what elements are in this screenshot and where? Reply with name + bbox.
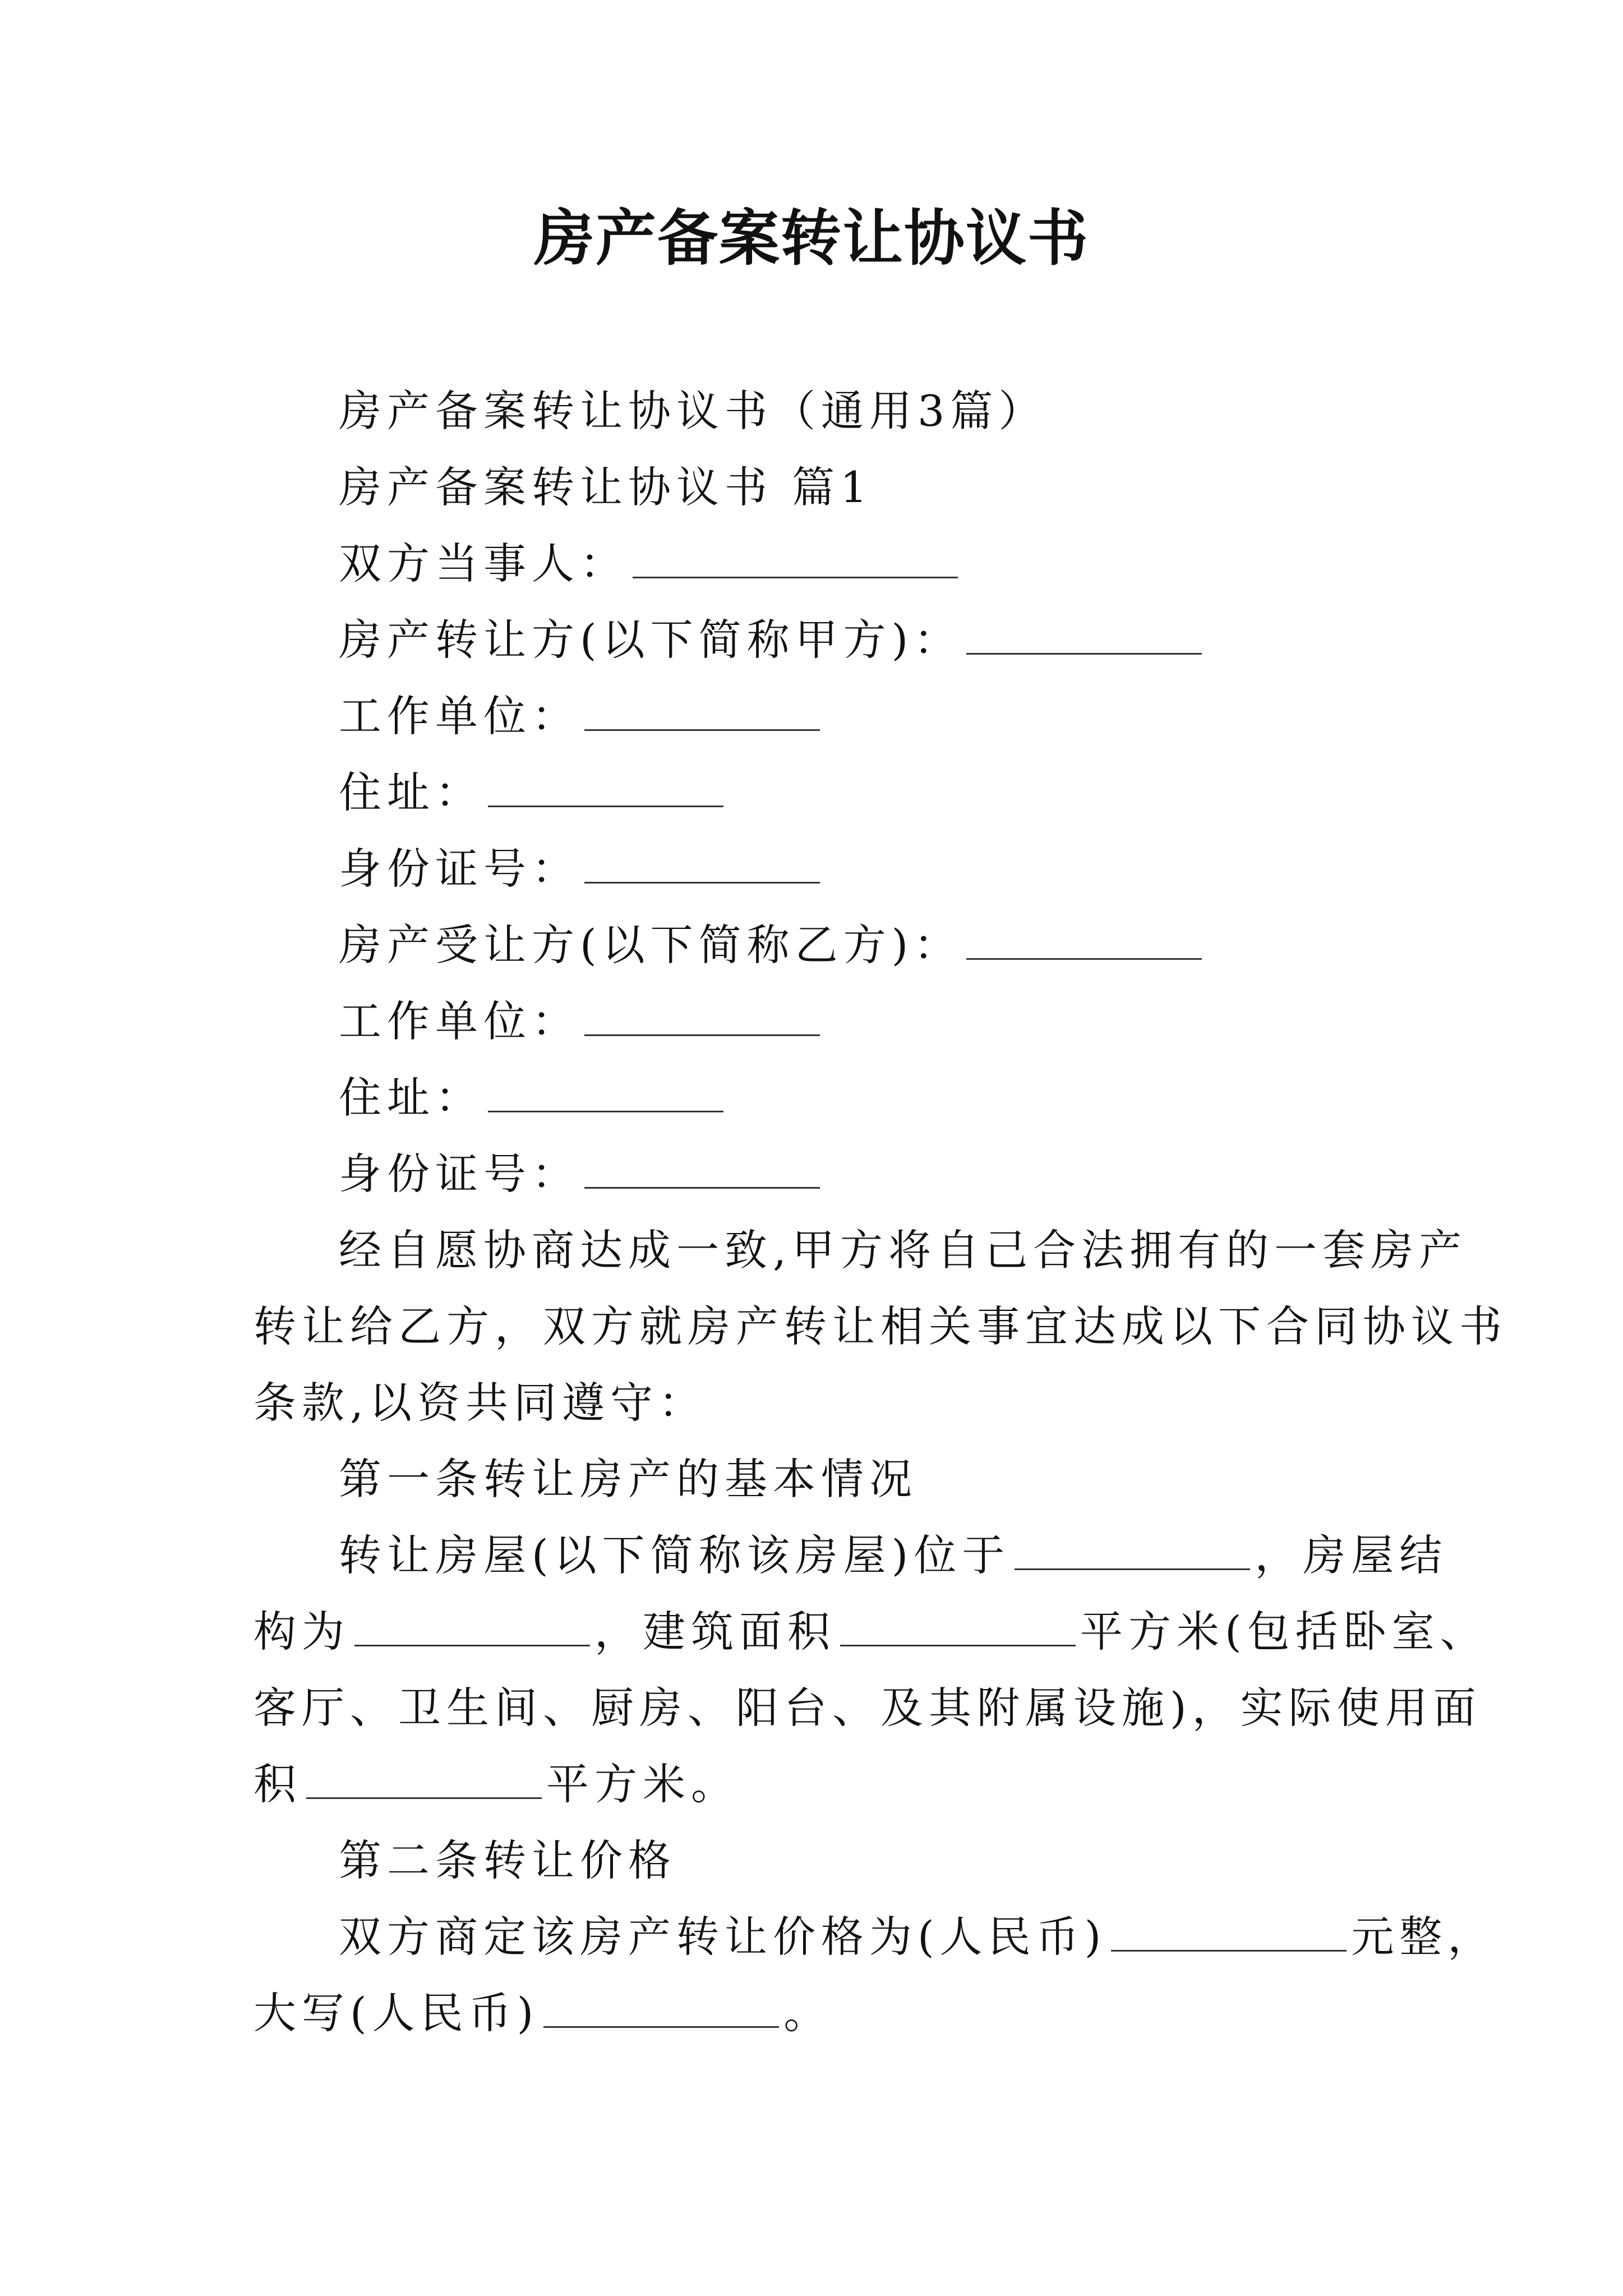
transferor-address-blank — [488, 805, 723, 807]
article1-heading: 第一条转让房产的基本情况 — [339, 1454, 917, 1504]
document-subtitle: 房产备案转让协议书（通用3篇） — [339, 386, 1047, 436]
both-parties-line — [253, 526, 1392, 602]
intro-line-3: 条款,以资共同遵守： — [253, 1378, 707, 1428]
article2-price-unit: 元整， — [1351, 1912, 1496, 1962]
transferor-address-label: 住址： — [339, 767, 483, 817]
transferee-work-label: 工作单位： — [339, 996, 580, 1046]
transferor-work-blank — [584, 729, 820, 731]
transferee-id-line — [253, 1136, 1392, 1212]
article2-capital-blank — [543, 2026, 779, 2028]
article1-structure-blank — [354, 1644, 590, 1646]
article1-location-blank — [1015, 1568, 1250, 1570]
article2-price-label: 双方商定该房产转让价格为(人民币) — [339, 1912, 1107, 1962]
article1-usable-unit: 平方米。 — [546, 1759, 739, 1809]
transferee-label: 房产受让方(以下简称乙方)： — [339, 920, 962, 970]
article1-line-3: 客厅、卫生间、厨房、阳台、及其附属设施)，实际使用面 — [253, 1683, 1482, 1733]
transferor-line — [253, 602, 1392, 678]
intro-line-2: 转让给乙方，双方就房产转让相关事宜达成以下合同协议书 — [253, 1301, 1507, 1351]
article1-structure-label: 构为 — [253, 1607, 350, 1657]
transferee-id-label: 身份证号： — [339, 1149, 580, 1199]
transferee-line — [253, 907, 1392, 983]
article2-price-blank — [1111, 1949, 1347, 1952]
transferee-work-line — [253, 983, 1392, 1060]
article1-location-label: 转让房屋(以下简称该房屋)位于 — [339, 1530, 1011, 1580]
intro-line-1: 经自愿协商达成一致,甲方将自己合法拥有的一套房产 — [339, 1225, 1468, 1275]
transferor-work-line — [253, 678, 1392, 754]
transferor-id-line — [253, 831, 1392, 907]
article2-line-1 — [253, 1899, 1496, 1975]
transferor-blank — [966, 652, 1202, 655]
article1-area-blank — [840, 1644, 1076, 1646]
both-parties-blank — [633, 576, 958, 578]
article1-line-2 — [253, 1594, 1488, 1670]
article1-area-label: ，建筑面积 — [594, 1607, 836, 1657]
article2-capital-label: 大写(人民币) — [253, 1988, 540, 2038]
transferee-blank — [966, 958, 1202, 960]
transferor-work-label: 工作单位： — [339, 691, 580, 741]
transferee-address-line — [253, 1060, 1392, 1136]
article2-heading: 第二条转让价格 — [339, 1835, 676, 1885]
transferor-address-line — [253, 754, 1392, 831]
section-heading: 房产备案转让协议书 篇1 — [339, 462, 873, 512]
article1-area-unit: 平方米(包括卧室、 — [1080, 1607, 1488, 1657]
transferor-label: 房产转让方(以下简称甲方)： — [339, 615, 962, 665]
transferee-address-blank — [488, 1110, 723, 1112]
transferee-address-label: 住址： — [339, 1073, 483, 1122]
document-title: 房产备案转让协议书 — [533, 203, 1089, 274]
transferee-id-blank — [584, 1186, 820, 1189]
article1-line-1 — [253, 1517, 1448, 1594]
both-parties-label: 双方当事人： — [339, 539, 628, 588]
article1-usable-blank — [306, 1797, 542, 1799]
transferor-id-label: 身份证号： — [339, 844, 580, 894]
article1-structure-lead: ，房屋结 — [1255, 1530, 1448, 1580]
article2-line-2 — [253, 1975, 1392, 2051]
article1-usable-label: 积 — [253, 1759, 302, 1809]
document-body — [253, 373, 1507, 2051]
article1-line-4 — [253, 1746, 1392, 1823]
transferor-id-blank — [584, 881, 820, 884]
article2-capital-end: 。 — [783, 1988, 832, 2038]
transferee-work-blank — [584, 1034, 820, 1036]
